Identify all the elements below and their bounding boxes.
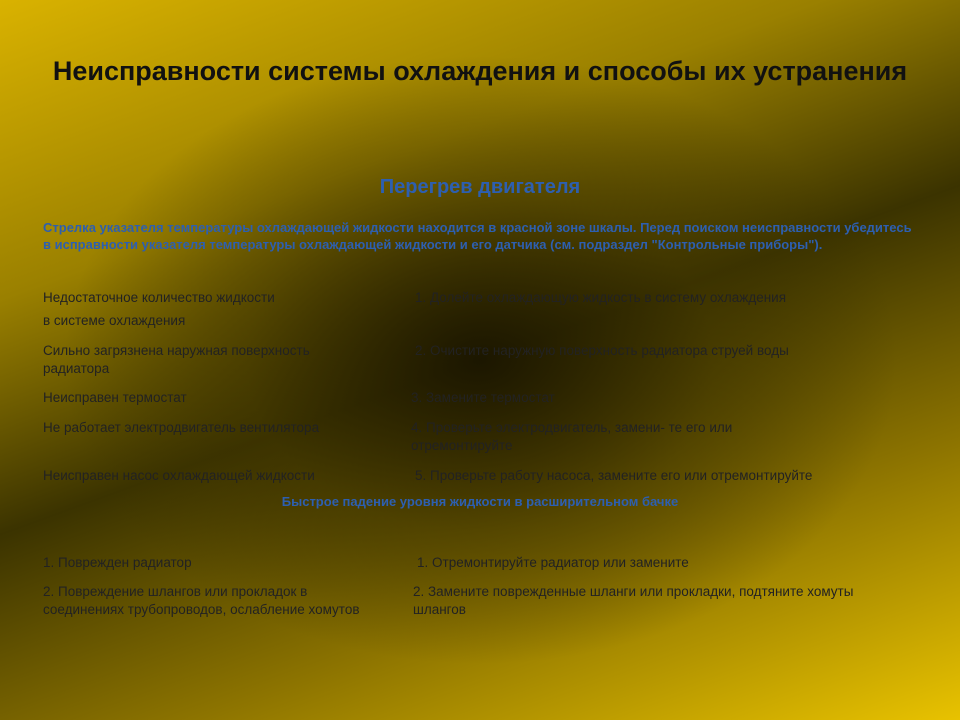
fault-text: в системе охлаждения [43, 313, 186, 328]
remedy-text: 3. Замените термостат [411, 390, 555, 405]
page-title: Неисправности системы охлаждения и способы их устранения [52, 56, 908, 86]
fault-text: Сильно загрязнена наружная поверхность радиатора [43, 343, 310, 376]
section-heading-overheating: Перегрев двигателя [379, 176, 581, 198]
fault-text: Неисправен насос охлаждающей жидкости [43, 468, 315, 483]
fault-text: Недостаточное количество жидкости [43, 290, 275, 305]
remedy-text: 1. Отремонтируйте радиатор или замените [417, 555, 689, 570]
remedy-text: 5. Проверьте работу насоса, замените его или отремонтируйте [415, 468, 813, 483]
fault-text: Не работает электродвигатель вентилятора [43, 420, 320, 435]
fault-text: 2. Повреждение шлангов или прокладок в соединениях трубопроводов, ослабление хомутов [43, 584, 360, 617]
section-intro: Стрелка указателя температуры охлаждающей жидкости находится в красной зоне шкалы. Перед поиском неисправности убедитесь в исправности указателя температуры охлаждающей жидкости и его датчика (см. подраздел "Контрольные приборы"). [43, 220, 912, 252]
remedy-text: 2. Очистите наружную поверхность радиатора струей воды [415, 343, 789, 358]
remedy-text: 4. Проверьте электродвигатель, замени- те его или отремонтируйте [411, 420, 733, 453]
fault-text: Неисправен термостат [43, 390, 187, 405]
section-heading-level-drop: Быстрое падение уровня жидкости в расширительном бачке [281, 494, 679, 509]
remedy-text: 1. Долейте охлаждающую жидкость в систему охлаждения [415, 290, 787, 305]
remedy-text: 2. Замените поврежденные шланги или прокладки, подтяните хомуты шлангов [413, 584, 854, 617]
fault-text: 1. Поврежден радиатор [43, 555, 192, 570]
